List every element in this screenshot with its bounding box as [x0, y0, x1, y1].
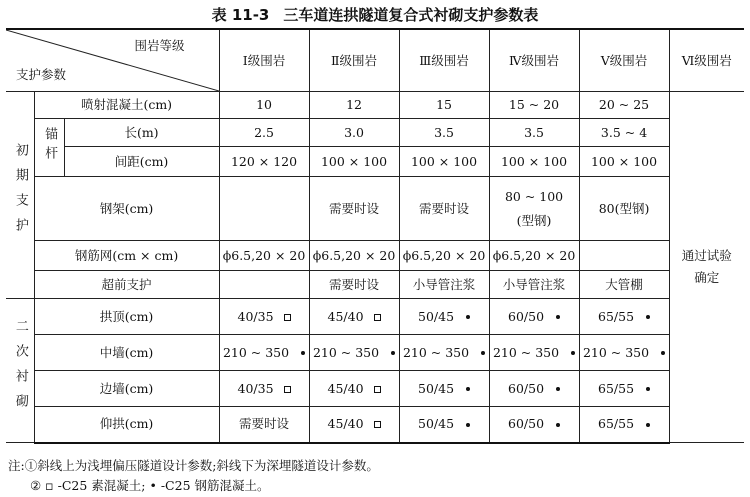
table-cell: 100 × 100: [489, 147, 579, 177]
table-cell: 210 ~ 350: [309, 335, 399, 371]
row-label: 长(m): [64, 119, 219, 147]
table-cell: 3.5: [489, 119, 579, 147]
table-cell: 100 × 100: [399, 147, 489, 177]
plain-concrete-marker: [374, 386, 381, 393]
table-cell: 65/55: [579, 407, 669, 443]
table-cell: 12: [309, 92, 399, 119]
row-label: 拱顶(cm): [34, 299, 219, 335]
table-notes: [8, 456, 379, 496]
reinforced-concrete-marker: [571, 351, 575, 355]
table-cell: 120 × 120: [219, 147, 309, 177]
plain-concrete-marker: [374, 314, 381, 321]
table-cell: 40/35: [219, 371, 309, 407]
plain-concrete-marker: [284, 314, 291, 321]
reinforced-concrete-marker: [556, 315, 560, 319]
table-cell: 需要时设: [399, 177, 489, 241]
corner-header: [6, 29, 219, 92]
reinforced-concrete-marker: [661, 351, 665, 355]
group-initial-support: 初期支护: [6, 92, 34, 299]
reinforced-concrete-marker: [466, 315, 470, 319]
table-cell: 80 ~ 100 (型钢): [489, 177, 579, 241]
table-cell: 45/40: [309, 407, 399, 443]
reinforced-concrete-marker: [466, 423, 470, 427]
table-cell: 60/50: [489, 407, 579, 443]
table-cell: 10: [219, 92, 309, 119]
table-caption: 三车道连拱隧道复合式衬砌支护参数表: [283, 6, 539, 24]
plain-concrete-marker: [374, 421, 381, 428]
table-cell: 45/40: [309, 299, 399, 335]
table-number: 表 11-3: [211, 6, 270, 24]
table-cell: 210 ~ 350: [579, 335, 669, 371]
table-cell: 60/50: [489, 371, 579, 407]
reinforced-concrete-marker: [556, 387, 560, 391]
row-label: 边墙(cm): [34, 371, 219, 407]
table-cell: 100 × 100: [579, 147, 669, 177]
table-cell: 210 ~ 350: [489, 335, 579, 371]
table-cell: 大管棚: [579, 271, 669, 299]
note-1: 注:①斜线上为浅埋偏压隧道设计参数;斜线下为深埋隧道设计参数。: [8, 458, 379, 473]
reinforced-concrete-marker: [646, 423, 650, 427]
table-cell: 15: [399, 92, 489, 119]
table-cell: 20 ~ 25: [579, 92, 669, 119]
corner-top-label: 围岩等级: [134, 38, 185, 53]
plain-concrete-marker: [284, 386, 291, 393]
table-cell: 100 × 100: [309, 147, 399, 177]
table-cell: 210 ~ 350: [399, 335, 489, 371]
group-secondary-lining: 二次衬砌: [6, 299, 34, 443]
table-cell: 65/55: [579, 371, 669, 407]
table-cell: 210 ~ 350: [219, 335, 309, 371]
table-cell: 需要时设: [219, 407, 309, 443]
corner-bottom-label: 支护参数: [16, 67, 67, 83]
row-label: 中墙(cm): [34, 335, 219, 371]
table-cell: 3.0: [309, 119, 399, 147]
row-label: 钢筋网(cm × cm): [34, 241, 219, 271]
table-cell: 3.5 ~ 4: [579, 119, 669, 147]
table-cell: [219, 177, 309, 241]
table-cell: 50/45: [399, 299, 489, 335]
reinforced-concrete-marker: [301, 351, 305, 355]
note-2: ② ▫ -C25 素混凝土; • -C25 钢筋混凝土。: [30, 478, 270, 493]
grade-header: Ⅲ级围岩: [399, 29, 489, 92]
table-cell: 需要时设: [309, 271, 399, 299]
table-cell: 50/45: [399, 371, 489, 407]
table-cell: [219, 271, 309, 299]
grade-header: Ⅴ级围岩: [579, 29, 669, 92]
table-cell: 3.5: [399, 119, 489, 147]
table-cell: ϕ6.5,20 × 20: [489, 241, 579, 271]
row-label: 间距(cm): [64, 147, 219, 177]
row-label: 喷射混凝土(cm): [34, 92, 219, 119]
reinforced-concrete-marker: [646, 387, 650, 391]
table-cell: ϕ6.5,20 × 20: [399, 241, 489, 271]
table-cell: ϕ6.5,20 × 20: [309, 241, 399, 271]
table-cell: 50/45: [399, 407, 489, 443]
table-cell: 40/35: [219, 299, 309, 335]
table-cell: 80(型钢): [579, 177, 669, 241]
table-cell: 小导管注浆: [399, 271, 489, 299]
reinforced-concrete-marker: [556, 423, 560, 427]
row-label: 超前支护: [34, 271, 219, 299]
grade-header: Ⅵ级围岩: [669, 29, 744, 92]
table-cell: 15 ~ 20: [489, 92, 579, 119]
table-cell: 45/40: [309, 371, 399, 407]
grade-header: Ⅳ级围岩: [489, 29, 579, 92]
row-label: 仰拱(cm): [34, 407, 219, 443]
table-cell: 65/55: [579, 299, 669, 335]
grade-header: Ⅱ级围岩: [309, 29, 399, 92]
reinforced-concrete-marker: [646, 315, 650, 319]
reinforced-concrete-marker: [391, 351, 395, 355]
grade6-note: 通过试验确定: [669, 92, 744, 443]
table-title: [0, 4, 750, 25]
table-cell: 2.5: [219, 119, 309, 147]
reinforced-concrete-marker: [481, 351, 485, 355]
table-cell: 60/50: [489, 299, 579, 335]
table-cell: ϕ6.5,20 × 20: [219, 241, 309, 271]
reinforced-concrete-marker: [466, 387, 470, 391]
table-cell: 需要时设: [309, 177, 399, 241]
table-cell: 小导管注浆: [489, 271, 579, 299]
row-label: 钢架(cm): [34, 177, 219, 241]
support-parameter-table: [6, 28, 744, 444]
group-anchor: 锚杆: [34, 119, 64, 177]
table-cell: [579, 241, 669, 271]
grade-header: Ⅰ级围岩: [219, 29, 309, 92]
